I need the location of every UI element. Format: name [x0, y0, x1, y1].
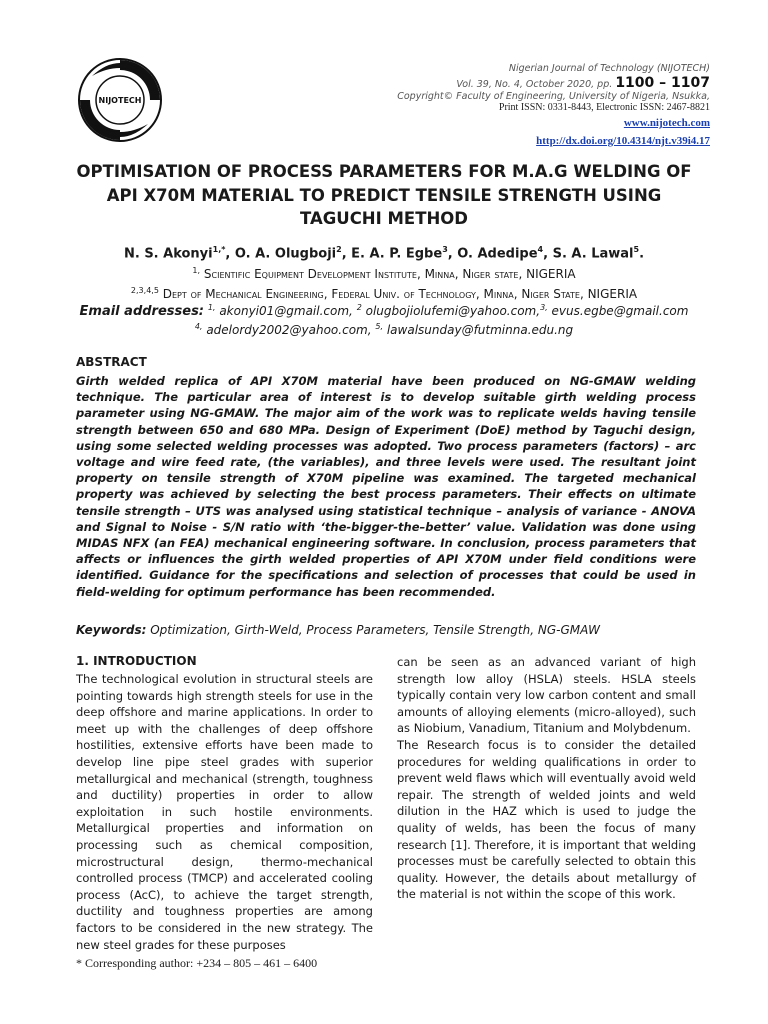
email-2[interactable]: olugbojiolufemi@yahoo.com,	[365, 304, 541, 318]
author-3-sup: 3	[442, 245, 448, 254]
paper-title	[60, 160, 708, 231]
journal-name: Nigerian Journal of Technology (NIJOTECH)	[508, 63, 710, 74]
author-1-sup: 1,*	[212, 245, 226, 254]
email-4[interactable]: adelordy2002@yahoo.com,	[206, 323, 372, 337]
journal-copyright: Copyright© Faculty of Engineering, University of Nigeria, Nsukka,	[397, 91, 710, 102]
affiliation-1-sup: 1,	[192, 266, 201, 275]
author-3: E. A. P. Egbe	[351, 246, 443, 262]
intro-paragraph-3: The Research focus is to consider the detailed procedures for welding qualifications in order to prevent weld flaws which will eventually avoid weld repair. The strength of welded joints and weld dilution in the HAZ which is used to judge the quality of welds, has been the focus of many research [1]. Therefore, it is important that welding processes must be carefully selected to obtain this quality. However, the details about metallurgy of the material is not within the scope of this work.	[397, 737, 696, 902]
author-2-sup: 2	[336, 245, 342, 254]
journal-issn: Print ISSN: 0331-8443, Electronic ISSN: 2467-8821	[498, 102, 710, 113]
journal-doi-link[interactable]: http://dx.doi.org/10.4314/njt.v39i4.17	[536, 135, 710, 147]
keywords-label: Keywords:	[76, 623, 147, 637]
email-4-sup: 4,	[194, 322, 203, 331]
affiliation-2	[40, 286, 728, 301]
journal-pages: 1100 – 1107	[615, 75, 710, 91]
email-3-sup: 3,	[540, 303, 548, 312]
affiliation-2-text: Dept of Mechanical Engineering, Federal Univ. of Technology, Minna, Niger State, NIGERIA	[162, 287, 638, 301]
corresponding-author-footnote: * Corresponding author: +234 – 805 – 461 – 6400	[76, 956, 318, 970]
keywords-text: Optimization, Girth-Weld, Process Parameters, Tensile Strength, NG-GMAW	[150, 623, 600, 637]
email-line-2	[40, 322, 728, 337]
author-4-sup: 4	[537, 245, 544, 254]
author-4: O. Adedipe	[457, 246, 538, 262]
intro-paragraph-1: The technological evolution in structural steels are pointing towards high strength steels for use in the deep offshore and marine applications. In order to meet up with the challenges of deep offshore hostilities, extensive efforts have been made to develop line pipe steel grades with superior metallurgical and mechanical (strength, toughness and ductility) properties in order to allow exploitation in such hostile environments. Metallurgical properties and information on processing such as chemical composition, microstructural design, thermo-mechanical controlled process (TMCP) and accelerated cooling process (AcC), to achieve the target strength, ductility and toughness properties are among factors to be considered in the new strategy. The new steel grades for these purposes	[76, 672, 373, 952]
introduction-heading: 1. INTRODUCTION	[76, 654, 197, 668]
title-line-1: OPTIMISATION OF PROCESS PARAMETERS FOR M.A.G WELDING OF	[76, 162, 692, 181]
title-line-3: TAGUCHI METHOD	[300, 209, 468, 228]
author-list: N. S. Akonyi$^{1,*}$, O. A. Olugboji$^2$, E. A. P. Egbe$^3$, O. Adedipe$^4$, S. A. Lawal$^5$.	[123, 245, 645, 262]
affiliation-2-sup: 2,3,4,5	[130, 286, 159, 295]
author-5: S. A. Lawal	[552, 246, 634, 262]
email-2-sup: 2	[356, 303, 362, 312]
title-line-2: API X70M MATERIAL TO PREDICT TENSILE STRENGTH USING	[106, 185, 662, 205]
keywords	[76, 623, 696, 637]
email-1[interactable]: akonyi01@gmail.com,	[219, 304, 353, 318]
logo-text: NIJOTECH	[98, 96, 142, 105]
journal-volume-line	[397, 75, 710, 91]
email-1-sup: 1,	[207, 303, 216, 312]
journal-logo	[76, 56, 164, 144]
email-5-sup: 5,	[375, 322, 384, 331]
email-line-1	[40, 303, 728, 319]
affiliation-1	[40, 266, 728, 281]
email-3[interactable]: evus.egbe@gmail.com	[551, 304, 689, 318]
email-label: Email addresses:	[79, 304, 205, 319]
journal-header	[397, 63, 710, 149]
right-column	[397, 654, 696, 903]
author-1: N. S. Akonyi	[123, 246, 213, 262]
author-2: O. A. Olugboji	[234, 246, 337, 262]
author-5-sup: 5	[633, 245, 640, 254]
intro-paragraph-2: can be seen as an advanced variant of high strength low alloy (HSLA) steels. HSLA steels typically contain very low carbon content and small amounts of alloying elements (micro-alloyed), such as Niobium, Vanadium, Titanium and Molybdenum.	[397, 655, 696, 736]
left-column	[76, 671, 373, 953]
abstract-heading: ABSTRACT	[76, 355, 147, 369]
abstract-body: Girth welded replica of API X70M material have been produced on NG-GMAW welding technique. The particular area of interest is to develop suitable girth welding process parameter using NG-GMAW. The major aim of the work was to replicate welds having tensile strength between 650 and 680 MPa. Design of Experiment (DoE) method by Taguchi design, using some selected welding processes was adopted. Two process parameters (factors) – arc voltage and wire feed rate, (the variables), and three levels were used. The resultant joint property on tensile strength of X70M pipeline was examined. The targeted mechanical property was achieved by selecting the best process parameters. Their effects on ultimate tensile strength – UTS was analysed using statistical technique – analysis of variance - ANOVA and Signal to Noise - S/N ratio with ‘the-bigger-the–better’ value. Validation was done using MIDAS NFX (an FEA) mechanical engineering software. In conclusion, process parameters that affects or influences the girth welded properties of API X70M under field conditions were identified. Guidance for the specifications and selection of processes that could be used in field-welding for optimum performance has been recommended.	[76, 374, 696, 599]
journal-url-link[interactable]: www.nijotech.com	[623, 117, 710, 129]
email-5[interactable]: lawalsunday@futminna.edu.ng	[386, 323, 574, 337]
affiliation-1-text: Scientific Equipment Development Institute, Minna, Niger state, NIGERIA	[203, 267, 576, 281]
journal-volume: Vol. 39, No. 4, October 2020, pp.	[456, 79, 613, 90]
